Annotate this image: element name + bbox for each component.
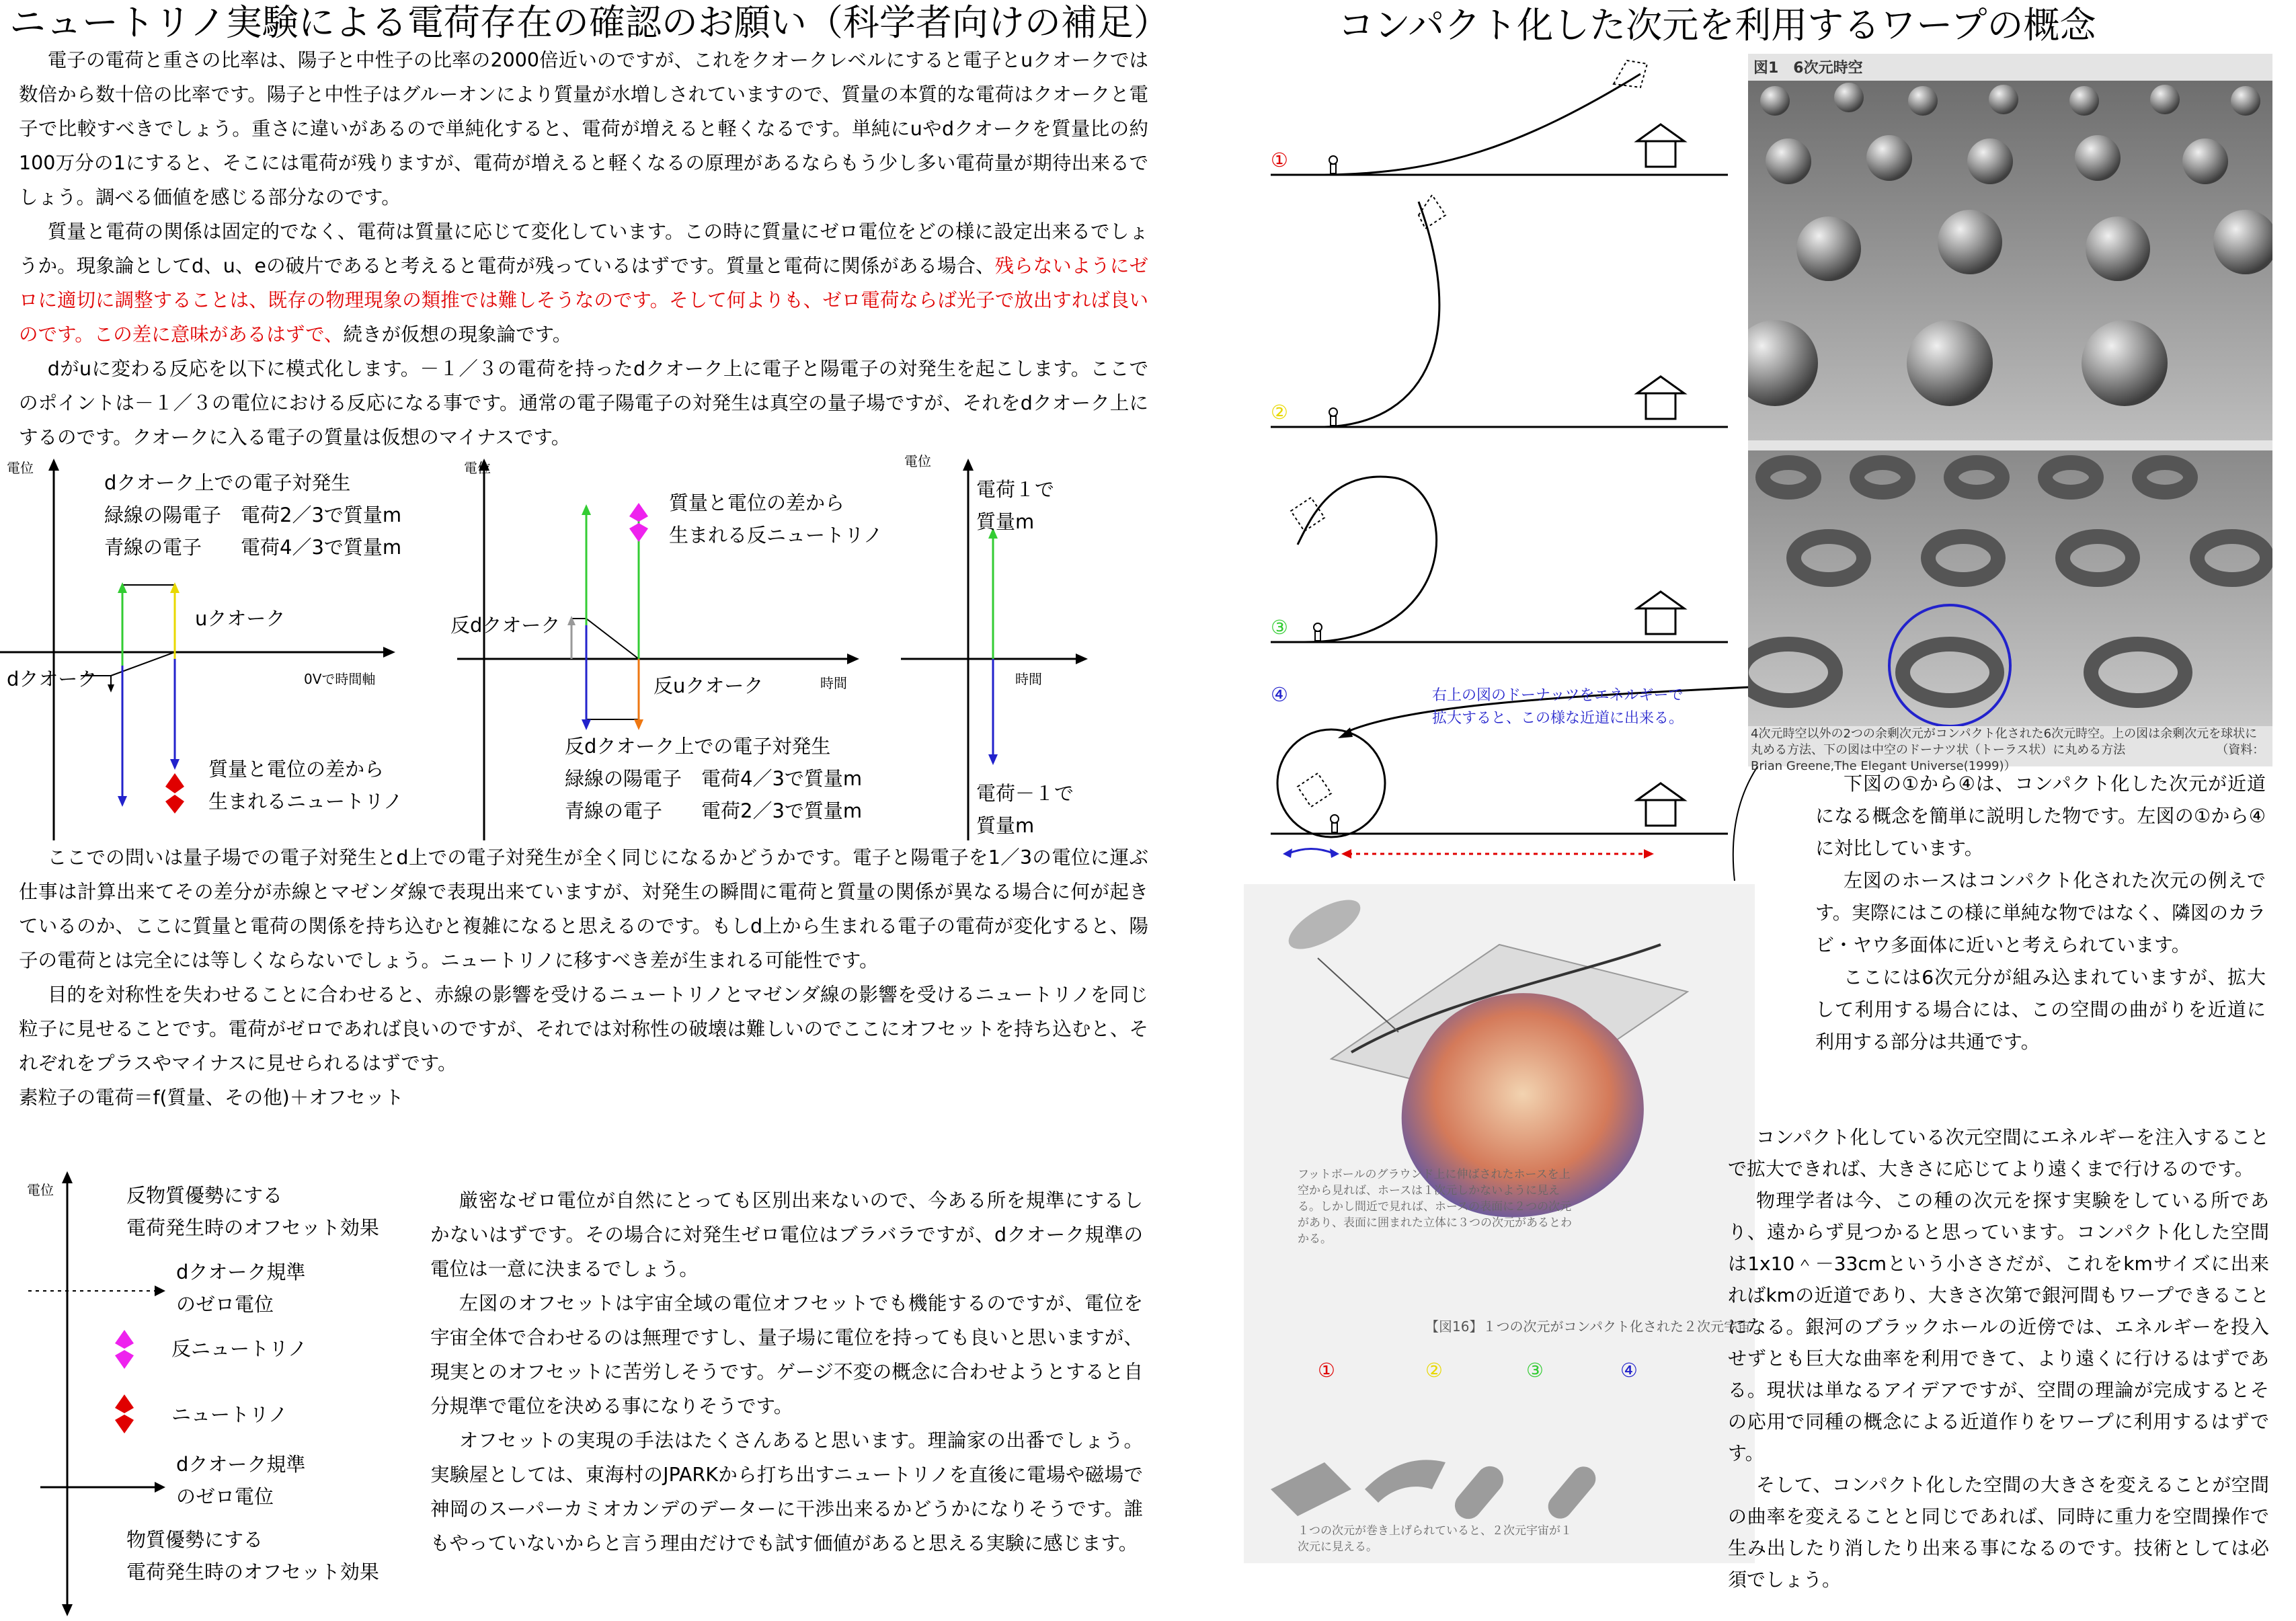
intro-text: [19, 43, 1148, 454]
matter-bias-1: 物質優勢にする: [126, 1528, 264, 1551]
diag1-line-2: 緑線の陽電子 電荷2／3で質量m: [104, 504, 402, 526]
figure-16-caption: １つの次元が巻き上げられていると、２次元宇宙が１次元に見える。: [1298, 1524, 1572, 1554]
step-2-marker: ②: [1271, 401, 1288, 424]
anti-neutrino-label: 反ニュートリノ: [171, 1337, 307, 1360]
paragraph-5: 目的を対称性を失わせることに合わせると、赤線の影響を受けるニュートリノとマゼンダ線の影響を受けるニュートリノを同じ粒子に見せることです。電荷がゼロであれば良いのですが、それでは対称性の破壊は難しいのでここにオフセットを持ち込むと、それぞれをプラスやマイナスに見せられるはずです。: [19, 984, 1148, 1074]
torus-note: 右上の図のドーナッツをエネルギーで拡大すると、この様な近道に出来る。: [1432, 687, 1684, 727]
explanation-3: ここには6次元分が組み込まれていますが、拡大して利用する場合には、この空間の曲がりを近道に利用する部分は共通です。: [1815, 966, 2266, 1053]
diag2-line-2: 緑線の陽電子 電荷4／3で質量m: [565, 767, 863, 790]
formula: 素粒子の電荷＝f(質量、その他)＋オフセット: [19, 1086, 404, 1109]
paragraph-2-b: 続きが仮想の現象論です。: [343, 323, 572, 346]
d-quark-label: dクオーク: [7, 668, 97, 690]
figure-1-caption: 4次元時空以外の2つの余剰次元がコンパクト化された6次元時空。上の図は余剰次元を球状に丸める方法、下の図は中空のドーナツ状（トーラス状）に丸める方法 （資料：Brian Greene,The Elegant Universe(1999)）: [1751, 727, 2265, 773]
step-4-marker: ④: [1271, 683, 1288, 706]
middle-text: [19, 840, 1148, 1115]
neutrino-note-2: 生まれるニュートリノ: [208, 790, 403, 813]
u-quark-label: uクオーク: [195, 607, 286, 630]
anti-bias-2: 電荷発生時のオフセット効果: [126, 1216, 379, 1239]
time-axis-label: 0Vで時間軸: [304, 671, 376, 687]
diag2-line-3: 青線の電子 電荷2／3で質量m: [565, 799, 863, 822]
paragraph-6c: オフセットの実現の手法はたくさんあると思います。理論家の出番でしょう。実験屋としては、東海村のJPARKから打ち出すニュートリノを直後に電場や磁場で神岡のスーパーカミオカンデのデーターに干渉出来るかどうかになりそうです。誰もやっていないからと言う理由だけでも試す価値があると思える実験に感じます。: [430, 1429, 1143, 1554]
anti-neutrino-note-1: 質量と電位の差から: [669, 491, 845, 514]
hose-figure: [1244, 884, 1755, 1563]
figure-6d-spacetime: [1748, 54, 2272, 773]
figure-1-title: 図1 6次元時空: [1753, 60, 1863, 77]
hose-step-1: ①: [1318, 1359, 1335, 1382]
time-axis-label: 時間: [820, 675, 847, 691]
tori-svg: [1748, 450, 2272, 726]
anti-bias-1: 反物質優勢にする: [126, 1184, 283, 1207]
hose-caption: フットボールのグラウンド上に伸ばされたホースを上空から見れば、ホースは１次元しかないように見える。しかし間近で見れば、ホースの表面に２つの次元があり、表面に囲まれた立体に３つの次元があるとわかる。: [1298, 1168, 1572, 1246]
paragraph-6a: 厳密なゼロ電位が自然にとっても区別出来ないので、今ある所を規準にするしかないはずです。その場合に対発生ゼロ電位はブラバラですが、dクオーク規準の電位は一意に決まるでしょう。: [430, 1189, 1143, 1280]
figure-explanation: [1815, 768, 2266, 1058]
hose-step-2: ②: [1425, 1359, 1443, 1382]
d-zero-3: dクオーク規準: [176, 1453, 306, 1476]
diagram-anti-d-quark: [444, 457, 914, 834]
d-zero-1: dクオーク規準: [176, 1261, 306, 1283]
neutrino-label: ニュートリノ: [171, 1403, 288, 1426]
warp-steps-svg: [1264, 47, 1735, 881]
spheres-image: [1748, 81, 2272, 440]
axis-label: 電位: [27, 1182, 54, 1198]
right-paragraph-2: 物理学者は今、この種の次元を探す実験をしている所であり、遠からず見つかると思っています。コンパクト化した空間は1x10＾－33cmという小ささだが、これをkmサイズに出来ればkmの近道であり、大きさ次第で銀河間もワープできることになる。銀河のブラックホールの近傍では、エネルギーを投入せずとも巨大な曲率を利用できて、より遠くに行けるはずである。現状は単なるアイデアですが、空間の理論が完成するとその応用で同種の概念による近道作りをワープに利用するはずです。: [1728, 1189, 2269, 1464]
tori-image: [1748, 450, 2272, 726]
hose-step-3: ③: [1526, 1359, 1544, 1382]
step-3-marker: ③: [1271, 616, 1288, 639]
explanation-1: 下図の①から④は、コンパクト化した次元が近道になる概念を簡単に説明した物です。左図の①から④に対比しています。: [1815, 773, 2266, 859]
right-title: コンパクト化した次元を利用するワープの概念: [1338, 4, 2096, 46]
right-paragraph-3: そして、コンパクト化した空間の大きさを変えることが空間の曲率を変えることと同じであれば、同時に重力を空間操作で生み出したり消したり出来る事になるのです。技術としては必須でしょう。: [1728, 1474, 2269, 1591]
paragraph-2: [19, 214, 1148, 352]
time-axis-label: 時間: [1015, 671, 1042, 687]
axis-label: 電位: [7, 460, 34, 476]
positron-charge: 電荷１で: [976, 478, 1055, 501]
paragraph-3: dがuに変わる反応を以下に模式化します。－１／３の電荷を持ったdクオーク上に電子と陽電子の対発生を起こします。ここでのポイントは－１／３の電位における反応になる事です。通常の電子陽電子の対発生は真空の量子場ですが、それをdクオーク上にするのです。クオークに入る電子の質量は仮想のマイナスです。: [19, 358, 1148, 448]
anti-u-quark-label: 反uクオーク: [654, 674, 764, 697]
diagram-offset: [0, 1170, 430, 1621]
paragraph-4: ここでの問いは量子場での電子対発生とd上での電子対発生が全く同じになるかどうかです。電子と陽電子を1／3の電位に運ぶ仕事は計算出来てその差分が赤線とマゼンダ線で表現出来ていますが、対発生の瞬間に電荷と質量の関係が異なる場合に何が起きているのか、ここに質量と電荷の関係を持ち込むと複雑になると思えるのです。もしd上から生まれる電子の電荷が変化すると、陽子の電荷とは完全には等しくならないでしょう。ニュートリノに移すべき差が生まれる可能性です。: [19, 846, 1148, 972]
step-1-marker: ①: [1271, 149, 1288, 171]
warp-steps: [1264, 47, 1735, 881]
paragraph-1: 電子の電荷と重さの比率は、陽子と中性子の比率の2000倍近いのですが、これをクオークレベルにすると電子とuクオークでは数倍から数十倍の比率です。陽子と中性子はグルーオンにより質量が水増しされていますので、質量の本質的な電荷はクオークと電子で比較すべきでしょう。重さに違いがあるので単純化すると、電荷が増えると軽くなるです。単純にuやdクオークを質量比の約100万分の1にすると、そこには電荷が残りますが、電荷が増えると軽くなるの原理があるならもう少し多い電荷量が期待出来るでしょう。調べる価値を感じる部分なのです。: [19, 49, 1148, 208]
electron-mass: 質量m: [976, 814, 1035, 837]
diagram-d-quark: [0, 457, 403, 834]
diag1-line-3: 青線の電子 電荷4／3で質量m: [104, 536, 402, 559]
right-text: [1728, 1121, 2269, 1595]
diag1-line-1: dクオーク上での電子対発生: [104, 471, 351, 494]
right-paragraph-1: コンパクト化している次元空間にエネルギーを注入することで拡大できれば、大きさに応じてより遠くまで行けるのです。: [1728, 1126, 2269, 1180]
neutrino-note-1: 質量と電位の差から: [208, 758, 385, 781]
positron-mass: 質量m: [976, 510, 1035, 533]
hose-step-4: ④: [1620, 1359, 1638, 1382]
anti-neutrino-note-2: 生まれる反ニュートリノ: [669, 524, 883, 547]
paragraph-2-a: 質量と電荷の関係は固定的でなく、電荷は質量に応じて変化しています。この時に質量にゼロ電位をどの様に設定出来るでしょうか。現象論としてd、u、eの破片であると考えると電荷が残っているはずです。質量と電荷に関係がある場合、: [19, 221, 1148, 277]
paragraph-6b: 左図のオフセットは宇宙全域の電位オフセットでも機能するのですが、電位を宇宙全体で合わせるのは無理ですし、量子場に電位を持っても良いと思いますが、現実とのオフセットに苦労しそうです。ゲージ不変の概念に合わせようとすると自分規準で電位を決める事になりそうです。: [430, 1292, 1143, 1417]
axis-label: 電位: [464, 460, 491, 476]
figure-16-title: 【図16】１つの次元がコンパクト化された２次元宇宙: [1425, 1318, 1751, 1335]
diag2-line-1: 反dクオーク上での電子対発生: [565, 735, 831, 758]
axis-label: 電位: [904, 453, 931, 469]
matter-bias-2: 電荷発生時のオフセット効果: [126, 1560, 379, 1583]
left-title: ニュートリノ実験による電荷存在の確認のお願い（科学者向けの補足）: [9, 1, 1170, 44]
paragraph-2-red: 残らないようにゼロに適切に調整することは、既存の物理現象の類推では難しそうなのです。そして何よりも、ゼロ電荷ならば光子で放出すれば良いのです。この差に意味があるはずで、: [19, 255, 1148, 346]
diagram-pair: [901, 453, 1156, 837]
explanation-2: 左図のホースはコンパクト化された次元の例えです。実際にはこの様に単純な物ではなく、隣図のカラビ・ヤウ多面体に近いと考えられています。: [1815, 869, 2266, 956]
anti-d-quark-label: 反dクオーク: [450, 614, 561, 637]
d-zero-2: のゼロ電位: [176, 1293, 274, 1316]
electron-charge: 電荷－１で: [976, 782, 1074, 805]
d-zero-4: のゼロ電位: [176, 1485, 274, 1508]
offset-text: [430, 1183, 1143, 1560]
spheres-svg: [1748, 81, 2272, 440]
